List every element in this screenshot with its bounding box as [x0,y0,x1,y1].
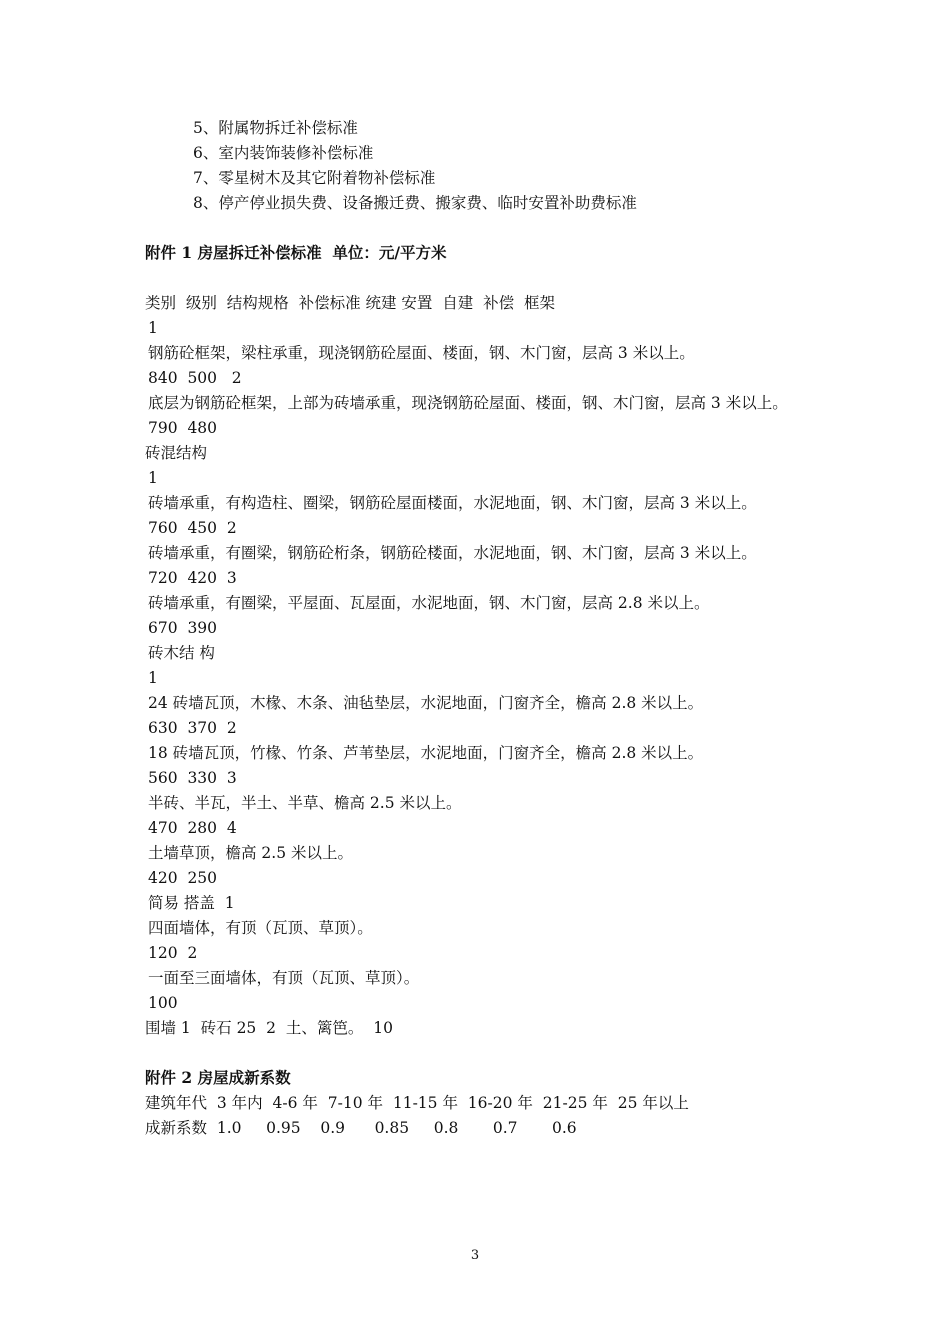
list-item-5: 5、附属物拆迁补偿标准 [193,119,358,137]
annex1-line: 1 [148,669,158,687]
annex1-line: 钢筋砼框架，梁柱承重，现浇钢筋砼屋面、楼面，钢、木门窗，层高 3 米以上。 [148,344,695,362]
annex1-line: 1 [148,469,158,487]
annex2-title: 附件 2 房屋成新系数 [145,1068,291,1087]
annex1-line: 840 500 2 [148,369,242,387]
annex1-line: 120 2 [148,944,198,962]
annex1-line: 半砖、半瓦，半土、半草、檐高 2.5 米以上。 [148,794,462,812]
annex1-line: 砖墙承重，有构造柱、圈梁，钢筋砼屋面楼面，水泥地面，钢、木门窗，层高 3 米以上。 [148,494,757,512]
annex1-line: 790 480 [148,419,218,437]
list-item-6: 6、室内装饰装修补偿标准 [193,144,374,162]
annex1-line: 420 250 [148,869,218,887]
annex2-year-row: 建筑年代 3 年内 4-6 年 7-10 年 11-15 年 16-20 年 21-25 年 25 年以上 [145,1094,689,1112]
annex1-line: 土墙草顶，檐高 2.5 米以上。 [148,844,354,862]
annex1-line: 670 390 [148,619,218,637]
annex1-line: 720 420 3 [148,569,237,587]
annex1-line: 560 330 3 [148,769,237,787]
annex1-line: 24 砖墙瓦顶，木椽、木条、油毡垫层，水泥地面，门窗齐全，檐高 2.8 米以上。 [148,694,704,712]
annex1-line: 18 砖墙瓦顶，竹椽、竹条、芦苇垫层，水泥地面，门窗齐全，檐高 2.8 米以上。 [148,744,704,762]
list-item-8: 8、停产停业损失费、设备搬迁费、搬家费、临时安置补助费标准 [193,194,637,212]
annex1-line: 100 [148,994,178,1012]
annex1-line: 底层为钢筋砼框架，上部为砖墙承重，现浇钢筋砼屋面、楼面，钢、木门窗，层高 3 米以上。 [148,394,788,412]
annex1-line: 砖墙承重，有圈梁，平屋面、瓦屋面，水泥地面，钢、木门窗，层高 2.8 米以上。 [148,594,710,612]
annex1-line: 630 370 2 [148,719,237,737]
annex1-line: 470 280 4 [148,819,237,837]
annex1-header: 类别 级别 结构规格 补偿标准 统建 安置 自建 补偿 框架 [145,294,555,312]
annex2-coefficient-row: 成新系数 1.0 0.95 0.9 0.85 0.8 0.7 0.6 [145,1119,577,1137]
annex1-line: 砖混结构 [145,444,208,462]
annex1-line: 760 450 2 [148,519,237,537]
annex1-line: 围墙 1 砖石 25 2 土、篱笆。 10 [145,1019,393,1037]
annex1-title: 附件 1 房屋拆迁补偿标准 单位：元/平方米 [145,243,447,262]
annex1-line: 砖木结 构 [148,644,215,662]
annex1-line: 1 [148,319,158,337]
page-number: 3 [470,1248,480,1263]
annex1-line: 一面至三面墙体，有顶（瓦顶、草顶）。 [148,969,420,987]
annex1-line: 砖墙承重，有圈梁，钢筋砼桁条，钢筋砼楼面，水泥地面，钢、木门窗，层高 3 米以上。 [148,544,757,562]
annex1-line: 简易 搭盖 1 [148,894,235,912]
annex1-line: 四面墙体，有顶（瓦顶、草顶）。 [148,919,373,937]
list-item-7: 7、零星树木及其它附着物补偿标准 [193,169,436,187]
